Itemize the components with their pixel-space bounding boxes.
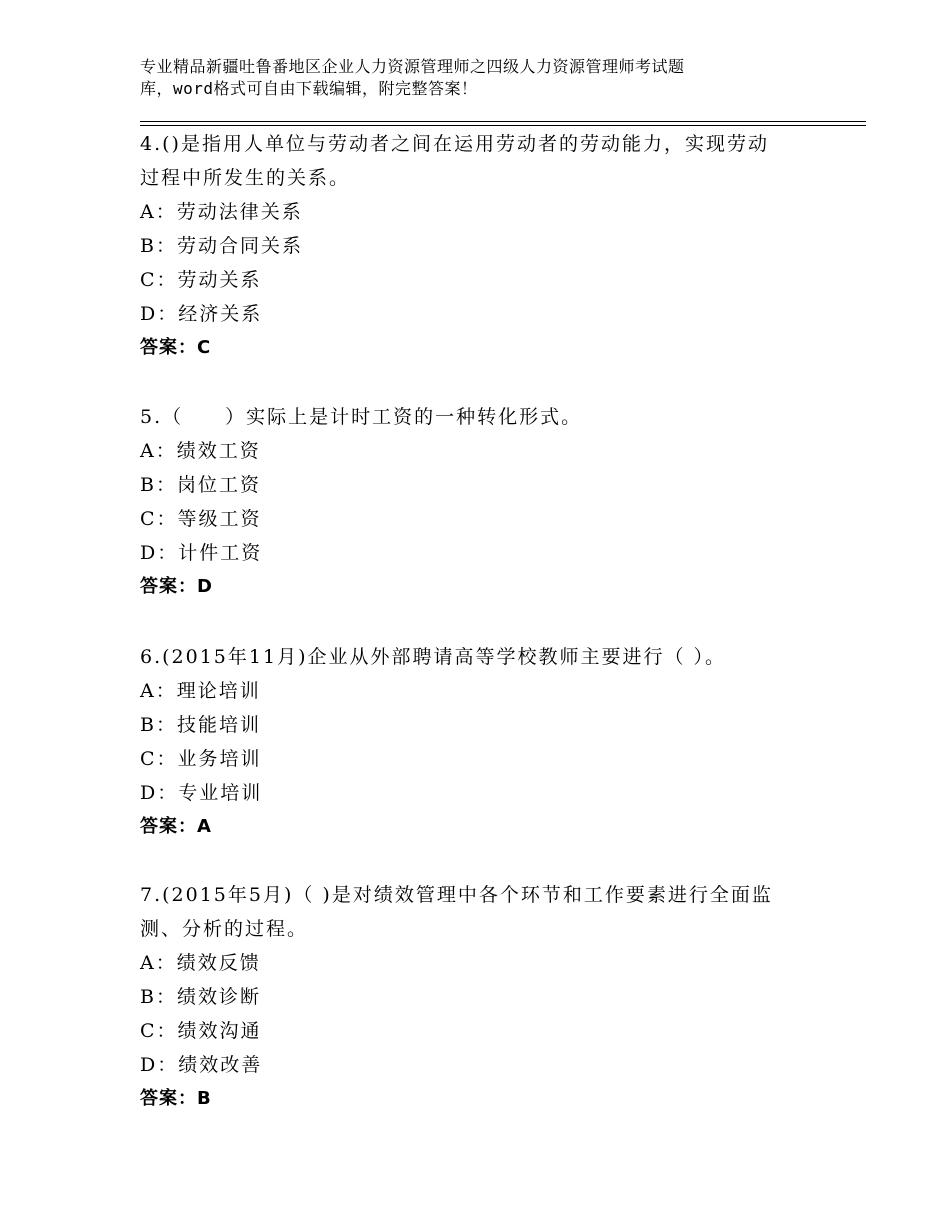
option-c: C：劳动关系 xyxy=(140,269,262,291)
option-c: C：业务培训 xyxy=(140,748,262,770)
question-stem-line: 7.(2015年5月)（ )是对绩效管理中各个环节和工作要素进行全面监 xyxy=(140,884,773,906)
header-line-2: 库，word格式可自由下载编辑，附完整答案！ xyxy=(140,79,478,98)
header-line-1: 专业精品新疆吐鲁番地区企业人力资源管理师之四级人力资源管理师考试题 xyxy=(140,57,685,76)
option-c: C：等级工资 xyxy=(140,508,262,530)
header-divider-top xyxy=(140,121,866,122)
document-header xyxy=(140,56,780,100)
option-a: A：劳动法律关系 xyxy=(140,201,303,223)
option-b: B：岗位工资 xyxy=(140,474,261,496)
option-a: A：理论培训 xyxy=(140,680,261,702)
answer-text: 答案：A xyxy=(140,816,212,837)
option-d: D：专业培训 xyxy=(140,782,263,804)
option-d: D：计件工资 xyxy=(140,542,263,564)
question-stem-line: 4.()是指用人单位与劳动者之间在运用劳动者的劳动能力，实现劳动 xyxy=(140,133,769,155)
option-d: D：绩效改善 xyxy=(140,1054,263,1076)
option-d: D：经济关系 xyxy=(140,303,263,325)
option-b: B：技能培训 xyxy=(140,714,261,736)
header-divider-bottom xyxy=(140,125,866,126)
answer-text: 答案：C xyxy=(140,337,212,358)
option-b: B：绩效诊断 xyxy=(140,986,261,1008)
question-stem-line: 5.（ ）实际上是计时工资的一种转化形式。 xyxy=(140,406,583,428)
answer-text: 答案：B xyxy=(140,1088,212,1109)
question-4 xyxy=(140,127,800,365)
option-b: B：劳动合同关系 xyxy=(140,235,303,257)
option-a: A：绩效工资 xyxy=(140,440,261,462)
question-stem-line: 过程中所发生的关系。 xyxy=(140,167,351,189)
question-7 xyxy=(140,878,800,1116)
option-c: C：绩效沟通 xyxy=(140,1020,262,1042)
question-stem-line: 测、分析的过程。 xyxy=(140,918,309,940)
question-6 xyxy=(140,640,800,844)
answer-text: 答案：D xyxy=(140,576,213,597)
question-5 xyxy=(140,400,800,604)
question-stem-line: 6.(2015年11月)企业从外部聘请高等学校教师主要进行（ ）。 xyxy=(140,646,727,668)
option-a: A：绩效反馈 xyxy=(140,952,261,974)
